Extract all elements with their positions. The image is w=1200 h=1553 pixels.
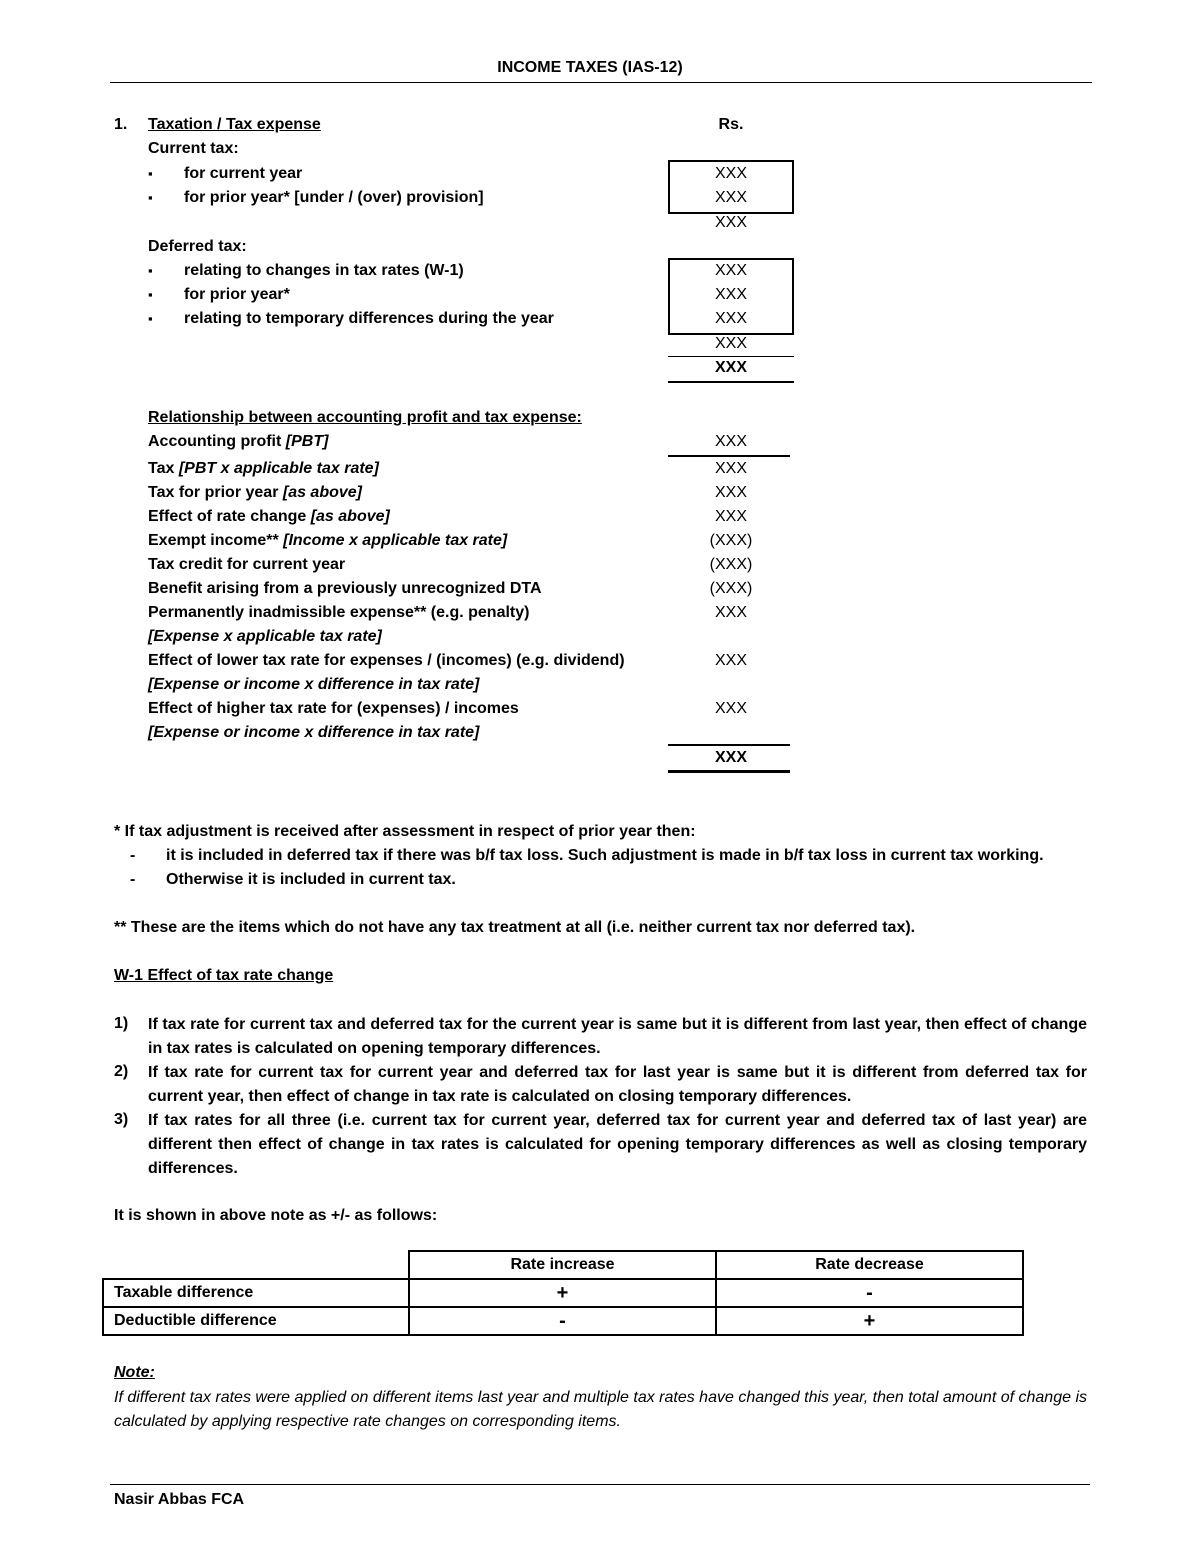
footer-rule [110,1484,1090,1485]
relationship-row-label [148,626,382,648]
star-footnote-item: it is included in deferred tax if there was b/f tax loss. Such adjustment is made in b/f tax loss in current tax working. [166,847,1044,864]
relationship-row-value: XXX [714,700,747,717]
row-label: Taxable difference [103,1279,409,1307]
relationship-row-label [148,578,542,600]
pbt-rule [668,455,790,457]
header-rate-decrease: Rate decrease [716,1251,1023,1279]
note-text: If different tax rates were applied on different items last year and multiple tax rates have changed this year, then total amount of change is calculated by applying respective rate changes on corresponding items. [114,1389,1087,1430]
star-footnote-item: Otherwise it is included in current tax. [166,871,456,888]
header-rule [110,82,1092,83]
relationship-row-value: (XXX) [709,580,753,597]
cell-decrease: - [716,1279,1023,1307]
relationship-total-top-rule [668,744,790,746]
row-label: Deductible difference [103,1307,409,1335]
row-text: Permanently inadmissible expense** (e.g. penalty) [148,604,530,621]
row-text: Benefit arising from a previously unrecognized DTA [148,580,542,597]
row-note: [Expense or income x difference in tax rate] [148,676,480,693]
current-value: XXX [714,189,747,206]
relationship-total: XXX [714,749,747,766]
row-text: Exempt income** [148,532,284,549]
relationship-row-label [148,650,625,672]
relationship-heading: Relationship between accounting profit and tax expense: [148,409,582,426]
cell-increase: + [409,1279,716,1307]
relationship-row-label [148,698,519,720]
relationship-row-label [148,530,507,552]
w1-item-number: 3) [114,1111,129,1128]
table-header-row [103,1251,1023,1279]
row-text: Tax for prior year [148,484,283,501]
relationship-row-label [148,506,390,528]
row-note: [PBT x applicable tax rate] [178,460,379,477]
total-rule [668,381,794,383]
relationship-row-value: XXX [714,604,747,621]
table-row [103,1307,1023,1335]
deferred-value: XXX [714,310,747,327]
rate-change-table [102,1250,1024,1336]
relationship-row-value: (XXX) [709,556,753,573]
double-star-footnote: ** These are the items which do not have any tax treatment at all (i.e. neither current tax nor deferred tax). [114,919,916,936]
relationship-row-label [148,554,345,576]
note-heading: Note: [114,1364,155,1381]
relationship-row-label [148,602,529,624]
star-footnote: * If tax adjustment is received after assessment in respect of prior year then: [114,823,696,840]
relationship-row-label [148,458,379,480]
deferred-item: ▪ for prior year* [184,284,290,306]
deferred-tax-label: Deferred tax: [148,238,247,255]
row-note: [as above] [310,508,390,525]
shown-as-text: It is shown in above note as +/- as follows: [114,1207,438,1224]
page-title: INCOME TAXES (IAS-12) [497,59,683,76]
row-note: [Income x applicable tax rate] [283,532,508,549]
dash-marker: - [130,871,136,888]
w1-item-text: If tax rate for current tax for current year and deferred tax for last year is same but it is different from deferred tax for current year, then effect of change in tax rate is calculated on closing temporary differences. [148,1064,1087,1105]
row-note: [as above] [282,484,362,501]
w1-heading: W-1 Effect of tax rate change [114,967,334,984]
deferred-subtotal: XXX [714,335,747,352]
w1-item-number: 1) [114,1015,129,1032]
current-tax-label: Current tax: [148,140,239,157]
row-note: [Expense x applicable tax rate] [148,628,382,645]
relationship-row-label [148,431,328,453]
w1-item-number: 2) [114,1063,129,1080]
row-text: Effect of higher tax rate for (expenses) / incomes [148,700,519,717]
relationship-total-bottom-rule [668,770,790,773]
tax-expense-total: XXX [714,359,747,376]
currency-label: Rs. [718,116,744,133]
relationship-row-value: (XXX) [709,532,753,549]
row-text: Effect of lower tax rate for expenses / (incomes) (e.g. dividend) [148,652,625,669]
current-value: XXX [714,165,747,182]
relationship-row-value: XXX [714,652,747,669]
deferred-value: XXX [714,286,747,303]
row-note: [PBT] [285,433,329,450]
relationship-row-value: XXX [714,460,747,477]
cell-increase: - [409,1307,716,1335]
row-text: Effect of rate change [148,508,311,525]
deferred-item: ▪ relating to temporary differences during the year [184,308,554,330]
relationship-row-value: XXX [714,433,747,450]
relationship-row-label [148,674,479,696]
cell-decrease: + [716,1307,1023,1335]
dash-marker: - [130,847,136,864]
w1-item-text: If tax rates for all three (i.e. current tax for current year, deferred tax for current year and deferred tax of last year) are different then effect of change in tax rates is calculated for opening temporary differences as well as closing temporary differences. [148,1112,1087,1177]
w1-item-text: If tax rate for current tax and deferred tax for the current year is same but it is different from last year, then effect of change in tax rates is calculated on opening temporary differences. [148,1016,1087,1057]
footer-author: Nasir Abbas FCA [114,1491,245,1508]
section-number: 1. [114,116,128,133]
table-row [103,1279,1023,1307]
row-note: [Expense or income x difference in tax rate] [148,724,480,741]
relationship-row-label [148,722,479,744]
row-text: Tax credit for current year [148,556,346,573]
current-item: ▪ for current year [184,163,302,185]
section-heading: Taxation / Tax expense [148,116,321,133]
header-rate-increase: Rate increase [409,1251,716,1279]
relationship-row-value: XXX [714,484,747,501]
deferred-value: XXX [714,262,747,279]
current-item: ▪ for prior year* [under / (over) provision] [184,187,484,209]
relationship-row-label [148,482,362,504]
current-subtotal: XXX [714,214,747,231]
row-text: Tax [148,460,179,477]
relationship-row-value: XXX [714,508,747,525]
row-text: Accounting profit [148,433,286,450]
deferred-item: ▪ relating to changes in tax rates (W-1) [184,260,464,282]
